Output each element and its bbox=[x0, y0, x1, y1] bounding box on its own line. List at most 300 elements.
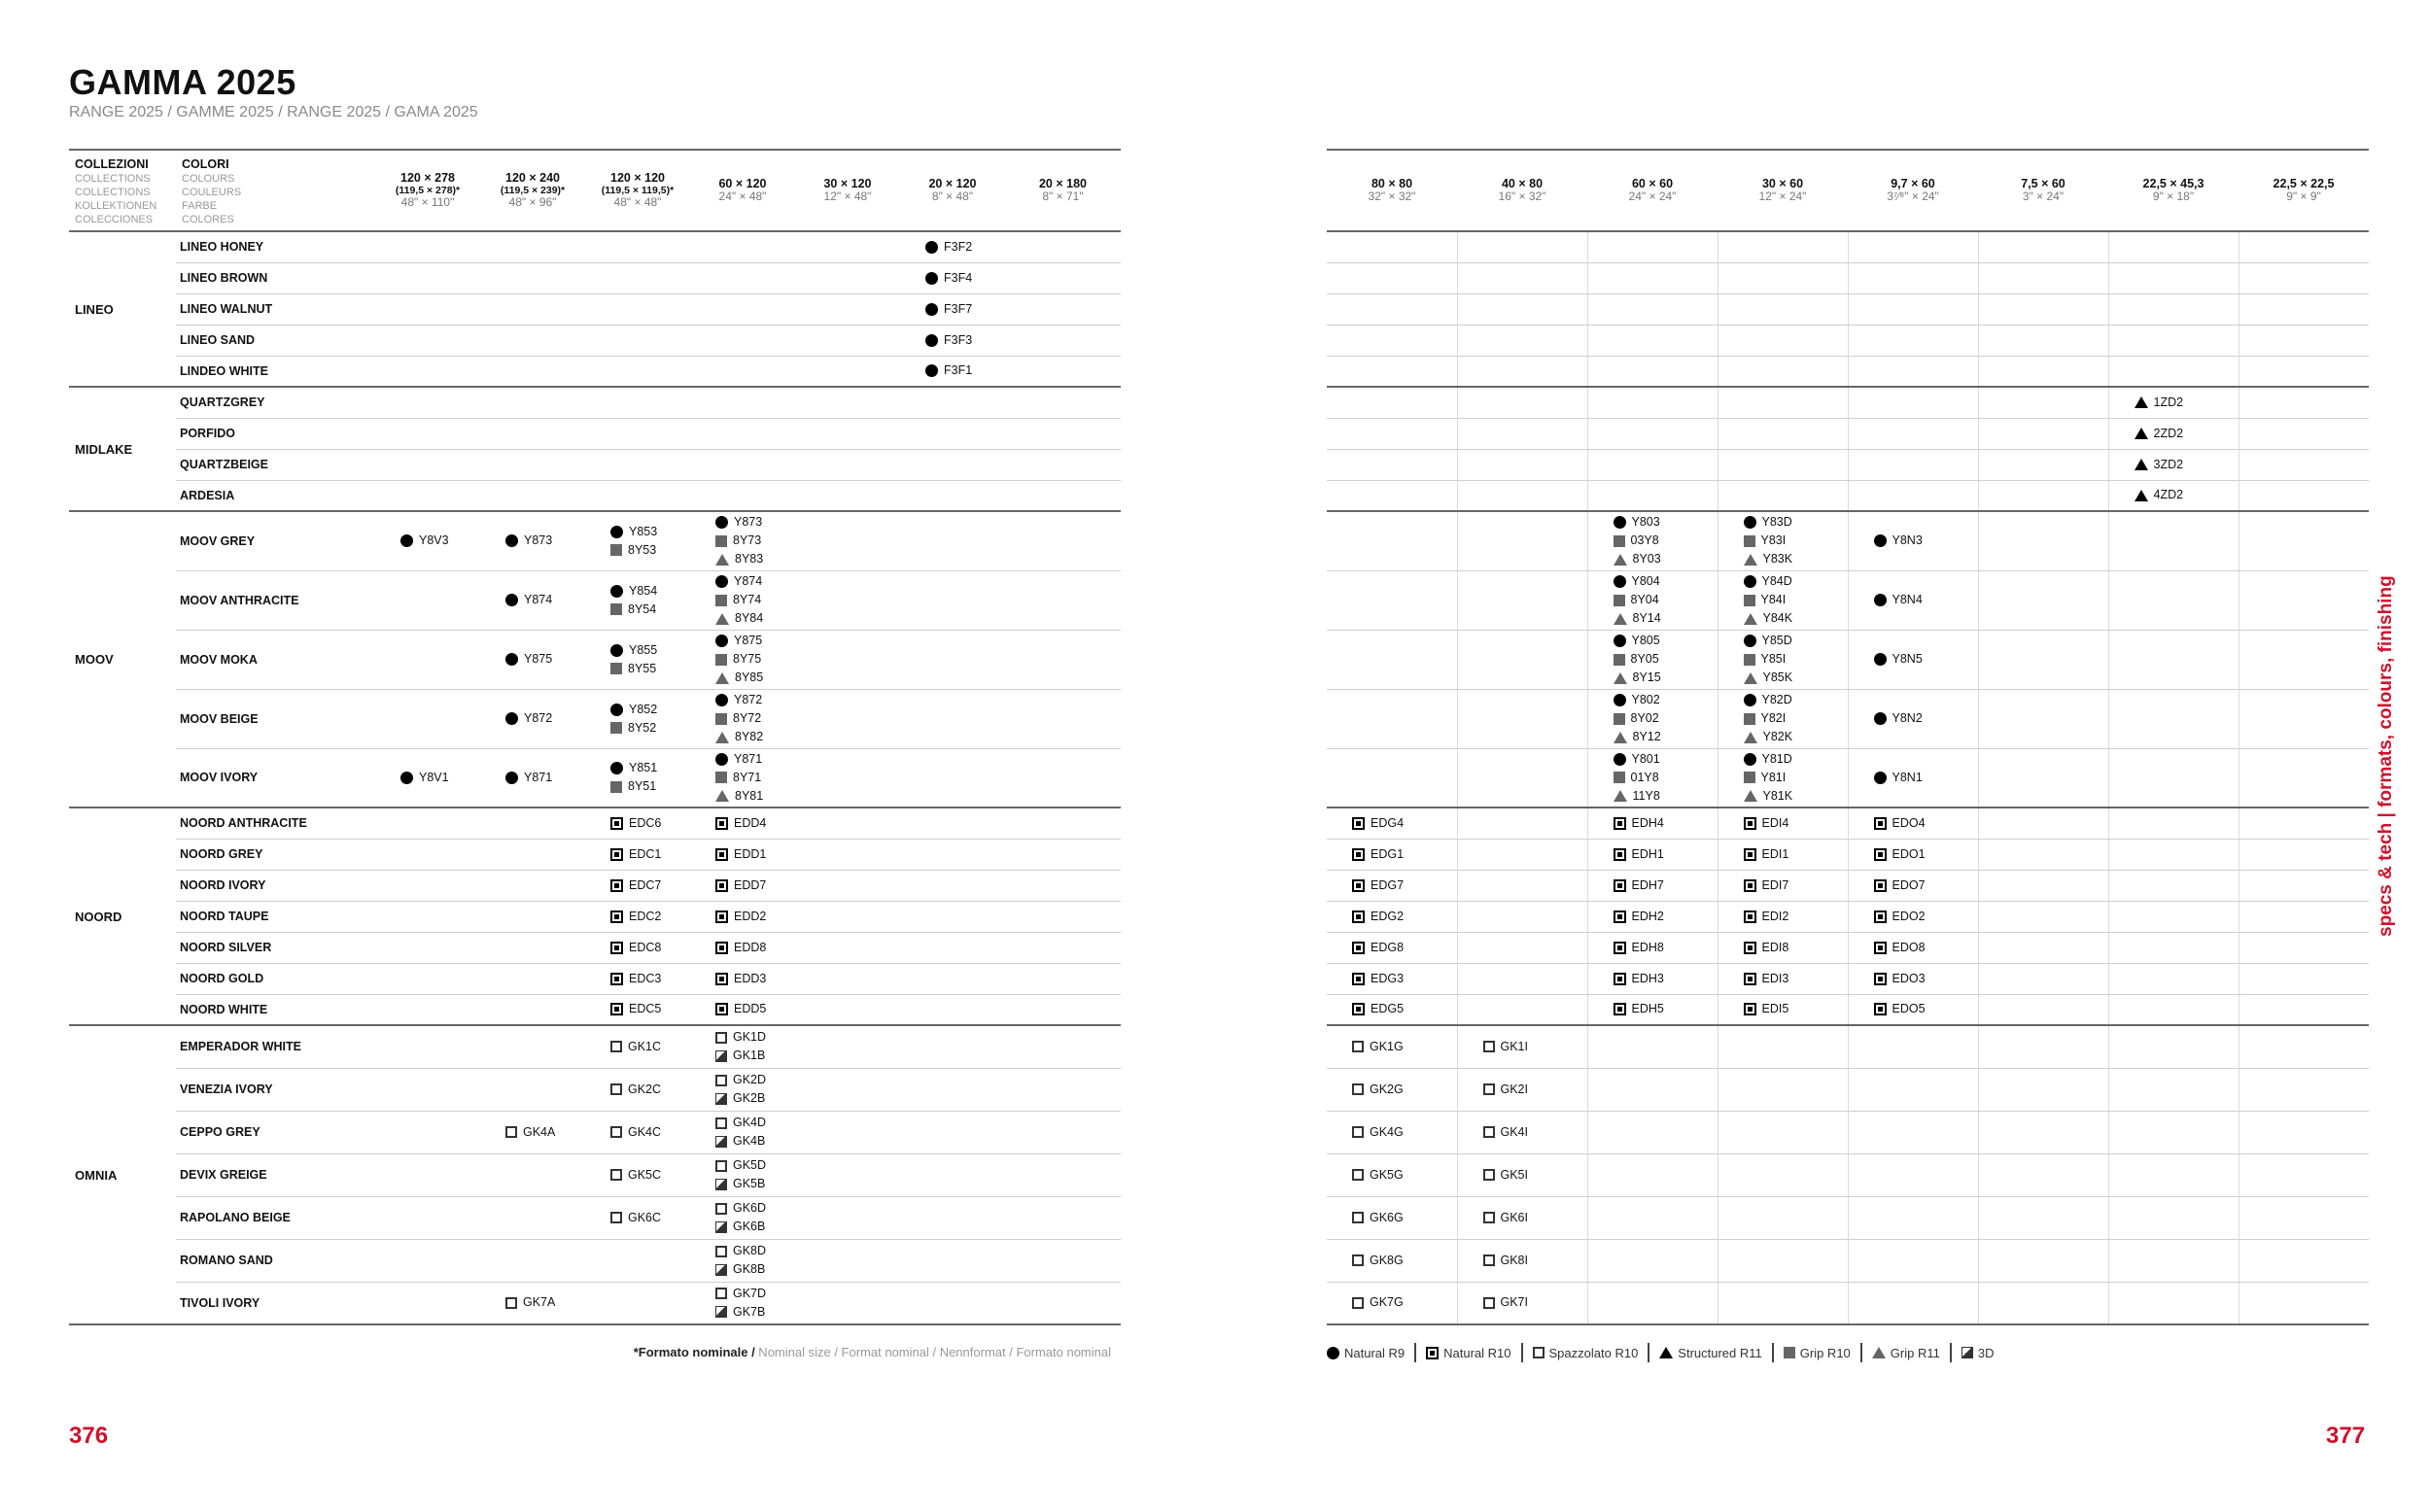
finish-code bbox=[610, 759, 690, 777]
format-cell bbox=[1978, 870, 2108, 901]
code-label: 8Y74 bbox=[733, 593, 762, 606]
finish-code bbox=[1614, 609, 1718, 628]
natural-r9-icon bbox=[505, 712, 518, 725]
format-cell bbox=[900, 1111, 1005, 1153]
code-label: EDH5 bbox=[1631, 1002, 1664, 1016]
format-cell bbox=[1327, 262, 1457, 293]
header-line: COULEURS bbox=[182, 186, 242, 198]
finish-code bbox=[610, 908, 690, 926]
format-cell bbox=[1005, 1282, 1121, 1324]
format-cell bbox=[900, 262, 1005, 293]
colour-name: CEPPO GREY bbox=[176, 1111, 375, 1153]
format-cell bbox=[1848, 1153, 1978, 1196]
finish-code bbox=[1614, 550, 1718, 568]
natural-r10-icon bbox=[1352, 848, 1365, 861]
format-metric: 22,5 × 22,5 bbox=[2273, 176, 2335, 190]
code-label: Y8V3 bbox=[419, 533, 449, 548]
spazzolato-r10-icon bbox=[715, 1160, 727, 1172]
format-cell bbox=[1848, 630, 1978, 689]
format-cell bbox=[375, 1196, 480, 1239]
code-label: F3F1 bbox=[944, 363, 973, 378]
3d-icon bbox=[715, 1093, 727, 1105]
spazzolato-r10-icon bbox=[1483, 1212, 1495, 1223]
code-label: EDO4 bbox=[1892, 815, 1926, 830]
finish-code bbox=[1744, 572, 1848, 591]
format-cell bbox=[375, 689, 480, 748]
format-cell bbox=[1587, 932, 1718, 963]
format-cell bbox=[480, 570, 585, 630]
format-cell bbox=[1005, 1111, 1121, 1153]
format-cell bbox=[2239, 963, 2369, 994]
finish-code bbox=[925, 331, 1005, 350]
format-inches: 48" × 48" bbox=[613, 195, 662, 210]
finish-code bbox=[1352, 1293, 1457, 1312]
grip-r11-icon bbox=[1744, 554, 1757, 566]
code-label: Y872 bbox=[524, 711, 553, 725]
spazzolato-r10-icon bbox=[1352, 1041, 1364, 1052]
format-cell bbox=[375, 262, 480, 293]
format-header bbox=[2108, 150, 2239, 231]
format-cell bbox=[1587, 325, 1718, 356]
format-cell bbox=[690, 994, 795, 1025]
format-cell bbox=[1005, 630, 1121, 689]
format-cell bbox=[1327, 994, 1457, 1025]
format-cell bbox=[1978, 231, 2108, 262]
colour-name: PORFIDO bbox=[176, 418, 375, 449]
finish-code bbox=[715, 970, 795, 988]
format-cell bbox=[1718, 1068, 1848, 1111]
natural-r10-icon bbox=[1874, 1003, 1887, 1015]
table-row bbox=[1327, 262, 2369, 293]
format-cell bbox=[1457, 325, 1587, 356]
format-cell bbox=[1327, 1111, 1457, 1153]
legend-label: Natural R10 bbox=[1443, 1345, 1511, 1360]
format-cell bbox=[690, 963, 795, 994]
finish-code bbox=[1744, 513, 1848, 532]
format-cell bbox=[1587, 1282, 1718, 1324]
format-cell bbox=[1978, 262, 2108, 293]
finish-code bbox=[2135, 456, 2239, 474]
format-cell bbox=[375, 901, 480, 932]
format-cell bbox=[1848, 1068, 1978, 1111]
format-cell bbox=[375, 1239, 480, 1282]
finish-code bbox=[715, 691, 795, 709]
format-cell bbox=[1587, 356, 1718, 387]
natural-r9-icon bbox=[400, 772, 413, 784]
grip-r10-icon bbox=[1744, 535, 1755, 547]
code-label: EDO1 bbox=[1892, 846, 1926, 861]
format-cell bbox=[2108, 262, 2239, 293]
format-cell bbox=[900, 387, 1005, 418]
natural-r9-icon bbox=[925, 364, 938, 377]
code-label: GK8G bbox=[1370, 1253, 1404, 1267]
format-cell bbox=[1718, 480, 1848, 511]
grip-r10-icon bbox=[610, 544, 622, 556]
colour-name: MOOV MOKA bbox=[176, 630, 375, 689]
format-cell bbox=[1978, 356, 2108, 387]
format-cell bbox=[690, 511, 795, 570]
format-cell bbox=[1005, 511, 1121, 570]
format-cell bbox=[1327, 839, 1457, 870]
format-cell bbox=[375, 480, 480, 511]
finish-code bbox=[1614, 572, 1718, 591]
code-label: Y873 bbox=[524, 533, 553, 548]
header-line: COLLECTIONS bbox=[75, 186, 151, 198]
code-label: GK8B bbox=[733, 1262, 766, 1276]
format-metric: 7,5 × 60 bbox=[2021, 176, 2066, 190]
format-cell bbox=[375, 870, 480, 901]
format-cell bbox=[585, 748, 690, 808]
natural-r9-icon bbox=[1874, 534, 1887, 547]
format-cell bbox=[1978, 630, 2108, 689]
natural-r9-icon bbox=[1614, 635, 1626, 647]
format-cell bbox=[1327, 1153, 1457, 1196]
code-label: Y871 bbox=[524, 770, 553, 784]
finish-code bbox=[1352, 1081, 1457, 1099]
format-cell bbox=[585, 449, 690, 480]
format-cell bbox=[2239, 1068, 2369, 1111]
spazzolato-r10-icon bbox=[1352, 1212, 1364, 1223]
finish-code bbox=[1744, 691, 1848, 709]
finish-code bbox=[715, 1303, 795, 1322]
natural-r9-icon bbox=[610, 526, 623, 538]
format-cell bbox=[690, 689, 795, 748]
legend-label: Structured R11 bbox=[1678, 1345, 1762, 1360]
code-label: EDI1 bbox=[1761, 846, 1789, 861]
format-cell bbox=[1718, 293, 1848, 325]
format-cell bbox=[2108, 418, 2239, 449]
format-cell bbox=[1327, 418, 1457, 449]
code-label: GK5G bbox=[1370, 1167, 1404, 1182]
format-cell bbox=[795, 630, 900, 689]
table-row bbox=[69, 356, 1121, 387]
format-cell bbox=[480, 356, 585, 387]
format-cell bbox=[1587, 808, 1718, 839]
format-cell bbox=[480, 748, 585, 808]
spazzolato-r10-icon bbox=[1483, 1254, 1495, 1266]
format-cell bbox=[375, 1068, 480, 1111]
natural-r9-icon bbox=[715, 575, 728, 588]
legend-item bbox=[1414, 1343, 1520, 1362]
format-cell bbox=[585, 480, 690, 511]
code-label: Y8V1 bbox=[419, 770, 449, 784]
format-inches: 8" × 48" bbox=[931, 189, 974, 204]
code-label: F3F2 bbox=[944, 239, 973, 254]
header-line: KOLLEKTIONEN bbox=[75, 200, 157, 212]
format-cell bbox=[795, 1282, 900, 1324]
finish-code bbox=[1744, 532, 1848, 550]
format-cell bbox=[1848, 231, 1978, 262]
table-row bbox=[1327, 1282, 2369, 1324]
natural-r10-icon bbox=[1744, 942, 1756, 954]
table-row bbox=[1327, 1068, 2369, 1111]
format-cell bbox=[1718, 1282, 1848, 1324]
format-cell bbox=[690, 932, 795, 963]
format-cell bbox=[1587, 480, 1718, 511]
format-cell bbox=[690, 630, 795, 689]
format-cell bbox=[900, 932, 1005, 963]
format-cell bbox=[2239, 387, 2369, 418]
code-label: F3F4 bbox=[944, 270, 973, 285]
finish-code bbox=[715, 1000, 795, 1018]
format-cell bbox=[795, 1239, 900, 1282]
range-table-right bbox=[1327, 149, 2369, 1325]
legend-label: 3D bbox=[1977, 1345, 1995, 1360]
format-cell bbox=[1978, 480, 2108, 511]
code-label: GK4G bbox=[1370, 1124, 1404, 1139]
format-cell bbox=[480, 1282, 585, 1324]
format-cell bbox=[2239, 1196, 2369, 1239]
format-cell bbox=[375, 932, 480, 963]
code-label: GK4A bbox=[523, 1124, 556, 1139]
finish-code bbox=[1744, 845, 1848, 864]
table-row bbox=[69, 418, 1121, 449]
format-cell bbox=[2239, 630, 2369, 689]
format-cell bbox=[1457, 901, 1587, 932]
format-metric: 22,5 × 45,3 bbox=[2142, 176, 2204, 190]
natural-r9-icon bbox=[610, 762, 623, 774]
format-cell bbox=[375, 1111, 480, 1153]
colour-name: NOORD GOLD bbox=[176, 963, 375, 994]
code-label: 11Y8 bbox=[1632, 788, 1660, 803]
format-cell bbox=[2239, 870, 2369, 901]
natural-r9-icon bbox=[1614, 516, 1626, 529]
format-cell bbox=[2239, 994, 2369, 1025]
code-label: GK7D bbox=[733, 1286, 767, 1300]
natural-r10-icon bbox=[1744, 879, 1756, 892]
format-cell bbox=[2108, 231, 2239, 262]
code-label: EDC1 bbox=[629, 846, 662, 861]
table-row bbox=[69, 1068, 1121, 1111]
table-row bbox=[69, 1196, 1121, 1239]
format-metric: 9,7 × 60 bbox=[1891, 176, 1935, 190]
range-table-left bbox=[69, 149, 1121, 1325]
finish-code bbox=[715, 572, 795, 591]
format-cell bbox=[1005, 418, 1121, 449]
format-cell bbox=[1978, 387, 2108, 418]
colour-name: ARDESIA bbox=[176, 480, 375, 511]
legend-label: Grip R10 bbox=[1799, 1345, 1851, 1360]
legend-item bbox=[1772, 1343, 1860, 1362]
grip-r11-icon bbox=[1614, 732, 1627, 743]
table-row bbox=[69, 689, 1121, 748]
format-cell bbox=[2239, 839, 2369, 870]
format-cell bbox=[1457, 748, 1587, 808]
format-cell bbox=[1587, 963, 1718, 994]
format-cell bbox=[1587, 387, 1718, 418]
finish-code bbox=[1614, 650, 1718, 669]
format-cell bbox=[900, 901, 1005, 932]
format-cell bbox=[1457, 1025, 1587, 1068]
finish-code bbox=[1614, 908, 1718, 926]
grip-r11-icon bbox=[1744, 790, 1757, 802]
format-cell bbox=[1978, 901, 2108, 932]
grip-r10-icon bbox=[1614, 595, 1625, 606]
natural-r10-icon bbox=[1614, 1003, 1626, 1015]
finish-code bbox=[610, 777, 690, 796]
format-metric: 30 × 120 bbox=[823, 176, 872, 190]
finish-code bbox=[715, 908, 795, 926]
format-cell bbox=[375, 748, 480, 808]
natural-r10-icon bbox=[610, 1003, 623, 1015]
finish-code bbox=[1744, 1000, 1848, 1018]
table-row bbox=[69, 963, 1121, 994]
format-cell bbox=[585, 689, 690, 748]
format-cell bbox=[1327, 1239, 1457, 1282]
format-cell bbox=[585, 570, 690, 630]
code-label: GK2B bbox=[733, 1091, 766, 1105]
format-cell bbox=[480, 1111, 585, 1153]
code-label: Y851 bbox=[629, 761, 658, 775]
code-label: 8Y73 bbox=[733, 533, 762, 548]
grip-r11-icon bbox=[1744, 672, 1757, 684]
format-cell bbox=[795, 901, 900, 932]
format-cell bbox=[1327, 1196, 1457, 1239]
format-cell bbox=[1327, 449, 1457, 480]
format-cell bbox=[1848, 511, 1978, 570]
natural-r10-icon bbox=[1614, 911, 1626, 923]
natural-r9-icon bbox=[400, 534, 413, 547]
natural-r10-icon bbox=[1352, 973, 1365, 985]
table-row bbox=[1327, 870, 2369, 901]
table-row bbox=[1327, 1111, 2369, 1153]
finish-code bbox=[1614, 769, 1718, 787]
format-cell bbox=[1978, 994, 2108, 1025]
natural-r10-icon bbox=[1614, 879, 1626, 892]
code-label: EDG4 bbox=[1371, 815, 1405, 830]
format-cell bbox=[1848, 325, 1978, 356]
format-cell bbox=[1718, 1239, 1848, 1282]
code-label: 3ZD2 bbox=[2153, 457, 2184, 471]
code-label: Y871 bbox=[734, 751, 763, 766]
code-label: Y81D bbox=[1761, 751, 1792, 766]
format-cell bbox=[1587, 839, 1718, 870]
header-line: COLLECTIONS bbox=[75, 172, 151, 185]
format-cell bbox=[900, 1025, 1005, 1068]
format-cell bbox=[1457, 1153, 1587, 1196]
table-row bbox=[69, 449, 1121, 480]
finish-code bbox=[610, 523, 690, 541]
natural-r10-icon bbox=[1614, 848, 1626, 861]
code-label: EDC7 bbox=[629, 877, 662, 892]
format-cell bbox=[1848, 262, 1978, 293]
format-cell bbox=[1718, 1196, 1848, 1239]
code-label: Y85I bbox=[1760, 652, 1787, 666]
finish-code bbox=[610, 845, 690, 864]
format-cell bbox=[585, 630, 690, 689]
format-inches: 12" × 24" bbox=[1758, 189, 1807, 204]
finish-code bbox=[1744, 769, 1848, 787]
format-cell bbox=[1457, 963, 1587, 994]
natural-r10-icon bbox=[715, 942, 728, 954]
natural-r10-icon bbox=[610, 848, 623, 861]
finish-code bbox=[1744, 908, 1848, 926]
collection-name: OMNIA bbox=[69, 1025, 176, 1324]
format-cell bbox=[795, 325, 900, 356]
finish-code bbox=[715, 1047, 795, 1065]
3d-icon bbox=[715, 1136, 727, 1148]
spazzolato-r10-icon bbox=[715, 1117, 727, 1129]
format-cell bbox=[1718, 1025, 1848, 1068]
3d-icon bbox=[715, 1306, 727, 1318]
format-cell bbox=[2108, 630, 2239, 689]
finish-code bbox=[610, 582, 690, 601]
code-label: Y83I bbox=[1760, 533, 1787, 548]
colour-name: NOORD ANTHRACITE bbox=[176, 808, 375, 839]
finish-code bbox=[715, 1218, 795, 1236]
colour-name: EMPERADOR WHITE bbox=[176, 1025, 375, 1068]
spazzolato-r10-icon bbox=[715, 1288, 727, 1299]
format-cell bbox=[585, 963, 690, 994]
format-cell bbox=[900, 808, 1005, 839]
natural-r10-icon bbox=[1744, 911, 1756, 923]
code-label: GK4B bbox=[733, 1134, 766, 1148]
code-label: Y81I bbox=[1760, 770, 1787, 784]
finish-code bbox=[1874, 532, 1978, 550]
code-label: Y8N4 bbox=[1892, 593, 1923, 606]
finish-code bbox=[715, 769, 795, 787]
colour-name: MOOV IVORY bbox=[176, 748, 375, 808]
format-cell bbox=[1005, 387, 1121, 418]
spazzolato-r10-icon bbox=[610, 1126, 622, 1138]
finish-code bbox=[1352, 1123, 1457, 1142]
natural-r10-icon bbox=[1614, 973, 1626, 985]
format-cell bbox=[1718, 963, 1848, 994]
code-label: EDC6 bbox=[629, 815, 662, 830]
header-line: FARBE bbox=[182, 200, 218, 212]
code-label: GK4I bbox=[1500, 1124, 1528, 1139]
format-cell bbox=[2239, 325, 2369, 356]
format-cell bbox=[2108, 870, 2239, 901]
format-cell bbox=[2239, 262, 2369, 293]
code-label: 1ZD2 bbox=[2153, 395, 2184, 409]
format-header bbox=[1327, 150, 1457, 231]
finish-code bbox=[610, 541, 690, 560]
format-cell bbox=[1327, 293, 1457, 325]
format-cell bbox=[1457, 1111, 1587, 1153]
format-cell bbox=[1848, 387, 1978, 418]
code-label: GK2D bbox=[733, 1073, 767, 1086]
finish-code bbox=[715, 1199, 795, 1218]
code-label: 8Y52 bbox=[628, 720, 657, 735]
finish-code bbox=[715, 550, 795, 568]
code-label: EDC5 bbox=[629, 1002, 662, 1016]
format-cell bbox=[1457, 1196, 1587, 1239]
format-cell bbox=[585, 1196, 690, 1239]
table-row bbox=[1327, 748, 2369, 808]
format-cell bbox=[1005, 356, 1121, 387]
code-label: 01Y8 bbox=[1630, 770, 1659, 784]
structured-r11-icon bbox=[1659, 1347, 1673, 1358]
code-label: EDH1 bbox=[1631, 846, 1664, 861]
finish-code bbox=[1744, 970, 1848, 988]
finish-code bbox=[715, 1089, 795, 1108]
format-header bbox=[1005, 150, 1121, 231]
natural-r10-icon bbox=[1614, 817, 1626, 830]
finish-code bbox=[1483, 1123, 1587, 1142]
format-cell bbox=[2239, 748, 2369, 808]
format-cell bbox=[480, 325, 585, 356]
code-label: EDC2 bbox=[629, 909, 662, 923]
colour-name: LINEO HONEY bbox=[176, 231, 375, 262]
format-cell bbox=[585, 1282, 690, 1324]
code-label: Y83K bbox=[1762, 552, 1793, 567]
format-cell bbox=[375, 963, 480, 994]
code-label: 8Y82 bbox=[735, 730, 764, 743]
legend-label: Grip R11 bbox=[1890, 1345, 1940, 1360]
format-cell bbox=[1587, 570, 1718, 630]
legend-label: Natural R9 bbox=[1344, 1345, 1406, 1360]
